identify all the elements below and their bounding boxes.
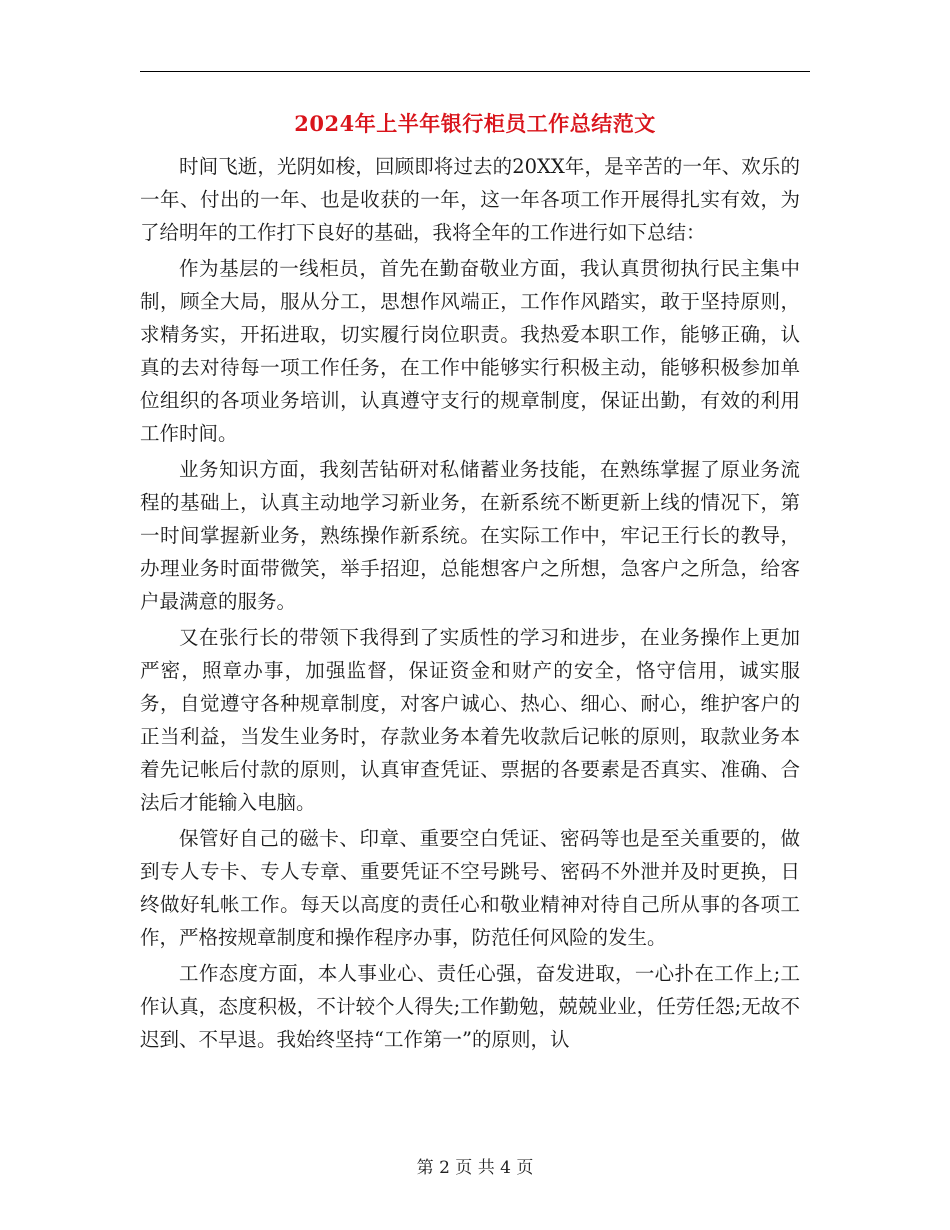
paragraph-safekeeping: 保管好自己的磁卡、印章、重要空白凭证、密码等也是至关重要的，做到专人专卡、专人专章、重要凭证不空号跳号、密码不外泄并及时更换，日终做好轧帐工作。每天以高度的责任心和敬业精神对待自己所从事的各项工作，严格按规章制度和操作程序办事，防范任何风险的发生。 [140,827,800,949]
paragraph-work-attitude: 工作态度方面，本人事业心、责任心强，奋发进取，一心扑在工作上;工作认真，态度积极，不计较个人得失;工作勤勉，兢兢业业，任劳任怨;无故不迟到、不早退。我始终坚持“工作第一”的原则，认 [140,962,800,1051]
paragraph-business-knowledge: 业务知识方面，我刻苦钻研对私储蓄业务技能，在熟练掌握了原业务流程的基础上，认真主动地学习新业务，在新系统不断更新上线的情况下，第一时间掌握新业务，熟练操作新系统。在实际工作中，牢记王行长的教导，办理业务时面带微笑，举手招迎，总能想客户之所想，急客户之所急，给客户最满意的服务。 [140,458,800,613]
paragraph-learning-progress: 又在张行长的带领下我得到了实质性的学习和进步，在业务操作上更加严密，照章办事，加强监督，保证资金和财产的安全，恪守信用，诚实服务，自觉遵守各种规章制度，对客户诚心、热心、细心、耐心，维护客户的正当利益，当发生业务时，存款业务本着先收款后记帐的原则，取款业务本着先记帐后付款的原则，认真审查凭证、票据的各要素是否真实、准确、合法后才能输入电脑。 [140,626,800,814]
document-title: 2024年上半年银行柜员工作总结范文 [294,111,656,136]
paragraph-intro: 时间飞逝，光阴如梭，回顾即将过去的20XX年，是辛苦的一年、欢乐的一年、付出的一年、也是收获的一年，这一年各项工作开展得扎实有效，为了给明年的工作打下良好的基础，我将全年的工作进行如下总结： [140,155,800,244]
page-number-footer: 第 2 页 共 4 页 [416,1158,534,1178]
paragraph-diligence: 作为基层的一线柜员，首先在勤奋敬业方面，我认真贯彻执行民主集中制，顾全大局，服从分工，思想作风端正，工作作风踏实，敢于坚持原则，求精务实，开拓进取，切实履行岗位职责。我热爱本职工作，能够正确，认真的去对待每一项工作任务，在工作中能够实行积极主动，能够积极参加单位组织的各项业务培训，认真遵守支行的规章制度，保证出勤，有效的利用工作时间。 [140,257,800,445]
header-rule [140,71,810,72]
document-body [140,150,800,1059]
